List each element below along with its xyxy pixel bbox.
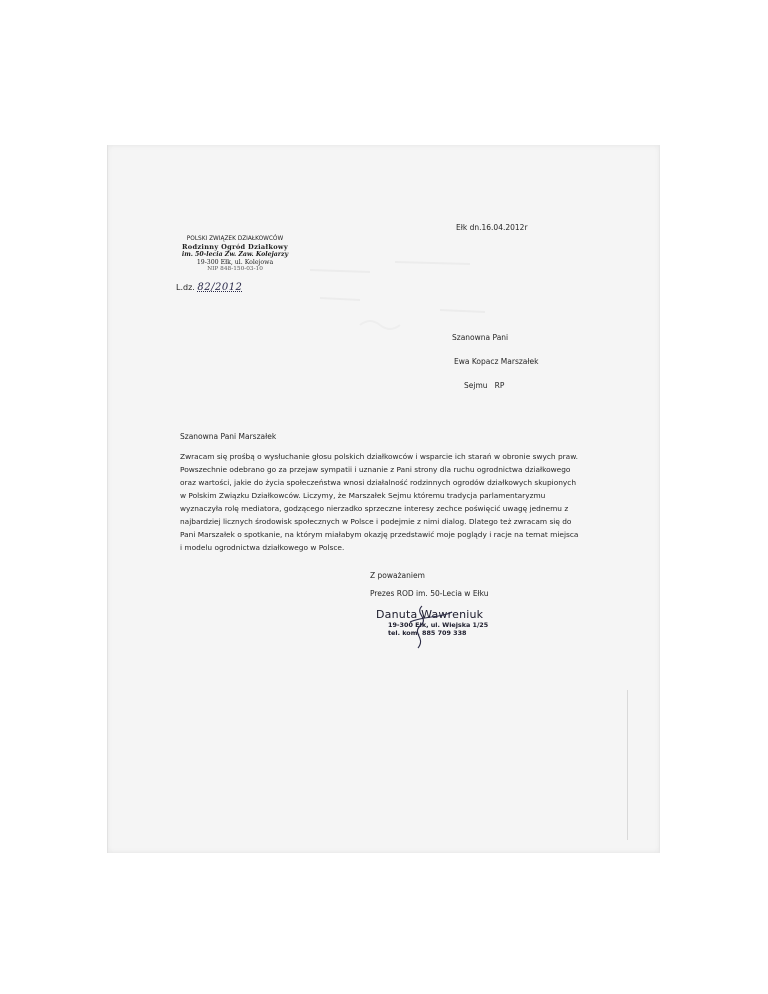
reference-handwritten-value: 82/2012 <box>197 282 243 293</box>
salutation: Szanowna Pani Marszałek <box>180 432 277 441</box>
letter-body: Zwracam się prośbą o wysłuchanie głosu polskich działkowców i wsparcie ich starań w obronie swych praw. Powszechnie odebrano go za przejaw sympatii i uznanie z Pani strony dla ruchu ogrodnictwa działkowego oraz wartości, jakie do życia społeczeństwa wnosi działalność rodzinnych ogrodów działkowych skupionych w Polskim Związku Działkowców. Liczymy, że Marszałek Sejmu któremu tradycja parlamentaryzmu wyznaczyła rolę mediatora, godzącego nierzadko sprzeczne interesy zechce poświęcić uwagę jednemu z najbardziej licznych środowisk społecznych w Polsce i podejmie z nimi dialog. Dlatego też zwracam się do Pani Marszałek o spotkanie, na którym miałabym okazję przedstawić moje poglądy i racje na temat miejsca i modelu ogrodnictwa działkowego w Polsce. <box>180 452 579 552</box>
addressee-line-2: Ewa Kopacz Marszałek <box>454 357 539 366</box>
bleed-through-marks <box>300 250 500 340</box>
organisation-stamp <box>170 236 300 274</box>
stamp-line-1: POLSKI ZWIĄZEK DZIAŁKOWCÓW <box>186 236 284 242</box>
stamp-line-5: NIP 848-150-03-10 <box>207 266 263 272</box>
stamp-line-3: im. 50-lecia Zw. Zaw. Kolejarzy <box>181 251 289 258</box>
signatory-title: Prezes ROD im. 50-Lecia w Ełku <box>370 589 489 598</box>
paper-fold-line <box>627 690 628 840</box>
reference-label: L.dz. <box>176 283 195 292</box>
stamp-line-4: 19-300 Ełk, ul. Kolejowa <box>196 258 274 266</box>
signature-stamp-address: 19-300 Ełk, ul. Wiejska 1/25 <box>388 621 489 629</box>
handwritten-signature <box>400 604 460 650</box>
stamp-line-2: Rodzinny Ogród Działkowy <box>181 242 289 251</box>
signature-stamp-phone: tel. kom. 885 709 338 <box>388 629 467 637</box>
reference-number <box>176 282 242 293</box>
closing: Z poważaniem <box>370 571 425 580</box>
signature-stamp-name: Danuta Wawreniuk <box>376 608 484 621</box>
addressee-line-1: Szanowna Pani <box>452 333 509 342</box>
place-date: Ełk dn.16.04.2012r <box>456 223 528 232</box>
addressee-line-3: Sejmu RP <box>464 381 505 390</box>
